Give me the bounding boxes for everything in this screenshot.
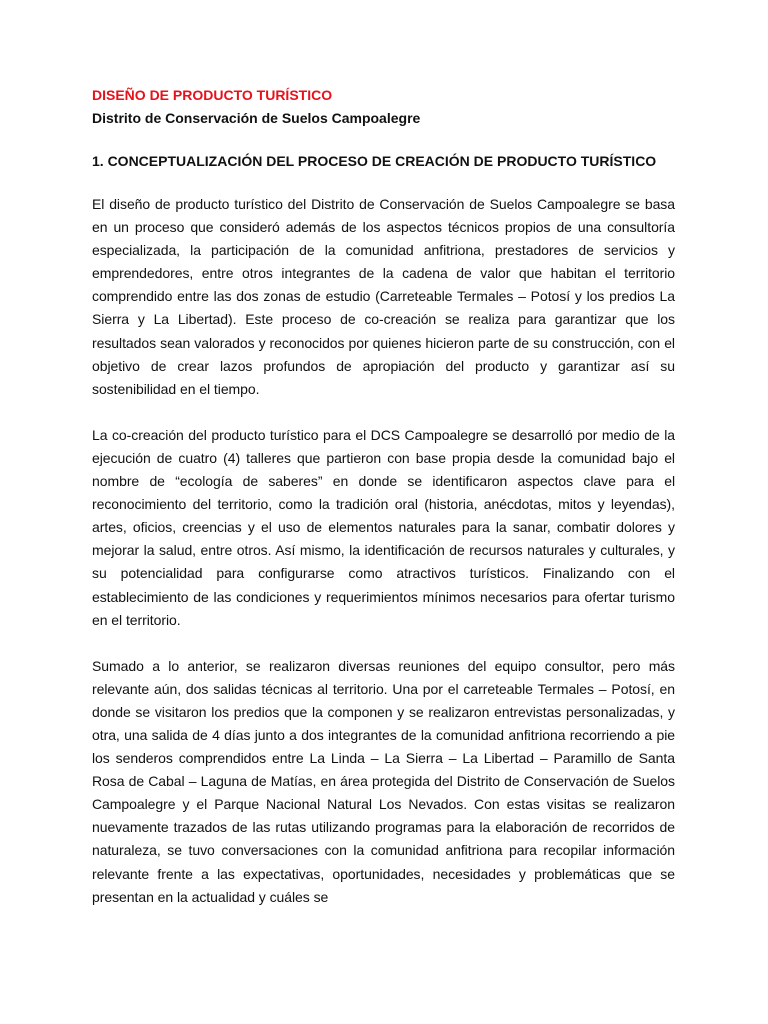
document-title: DISEÑO DE PRODUCTO TURÍSTICO [92,87,333,103]
body-paragraph: El diseño de producto turístico del Distrito de Conservación de Suelos Campoalegre se basa en un proceso que consideró además de los aspectos técnicos propios de una consultoría especializada, la participación de la comunidad anfitriona, prestadores de servicios y emprendedores, entre otros integrantes de la cadena de valor que habitan el territorio comprendido entre las dos zonas de estudio (Carreteable Termales – Potosí y los predios La Sierra y La Libertad). Este proceso de co-creación se realiza para garantizar que los resultados sean valorados y reconocidos por quienes hicieron parte de su construcción, con el objetivo de crear lazos profundos de apropiación del producto y garantizar así su sostenibilidad en el tiempo. [92,196,675,397]
document-subtitle: Distrito de Conservación de Suelos Campoalegre [92,110,421,126]
body-paragraph: Sumado a lo anterior, se realizaron diversas reuniones del equipo consultor, pero más relevante aún, dos salidas técnicas al territorio. Una por el carreteable Termales – Potosí, en donde se visitaron los predios que la componen y se realizaron entrevistas personalizadas, y otra, una salida de 4 días junto a dos integrantes de la comunidad anfitriona recorriendo a pie los senderos comprendidos entre La Linda – La Sierra – La Libertad – Paramillo de Santa Rosa de Cabal – Laguna de Matías, en área protegida del Distrito de Conservación de Suelos Campoalegre y el Parque Nacional Natural Los Nevados. Con estas visitas se realizaron nuevamente trazados de las rutas utilizando programas para la elaboración de recorridos de naturaleza, se tuvo conversaciones con la comunidad anfitriona para recopilar información relevante frente a las expectativas, oportunidades, necesidades y problemáticas que se presentan en la actualidad y cuáles se [92,657,675,905]
section-heading: 1. CONCEPTUALIZACIÓN DEL PROCESO DE CREACIÓN DE PRODUCTO TURÍSTICO [92,153,657,169]
body-paragraph: La co-creación del producto turístico para el DCS Campoalegre se desarrolló por medio de la ejecución de cuatro (4) talleres que partieron con base propia desde la comunidad bajo el nombre de “ecología de saberes” en donde se identificaron aspectos clave para el reconocimiento del territorio, como la tradición oral (historia, anécdotas, mitos y leyendas), artes, oficios, creencias y el uso de elementos naturales para la sanar, combatir dolores y mejorar la salud, entre otros. Así mismo, la identificación de recursos naturales y culturales, y su potencialidad para configurarse como atractivos turísticos. Finalizando con el establecimiento de las condiciones y requerimientos mínimos necesarios para ofertar turismo en el territorio. [92,426,675,628]
document-page [92,84,675,909]
